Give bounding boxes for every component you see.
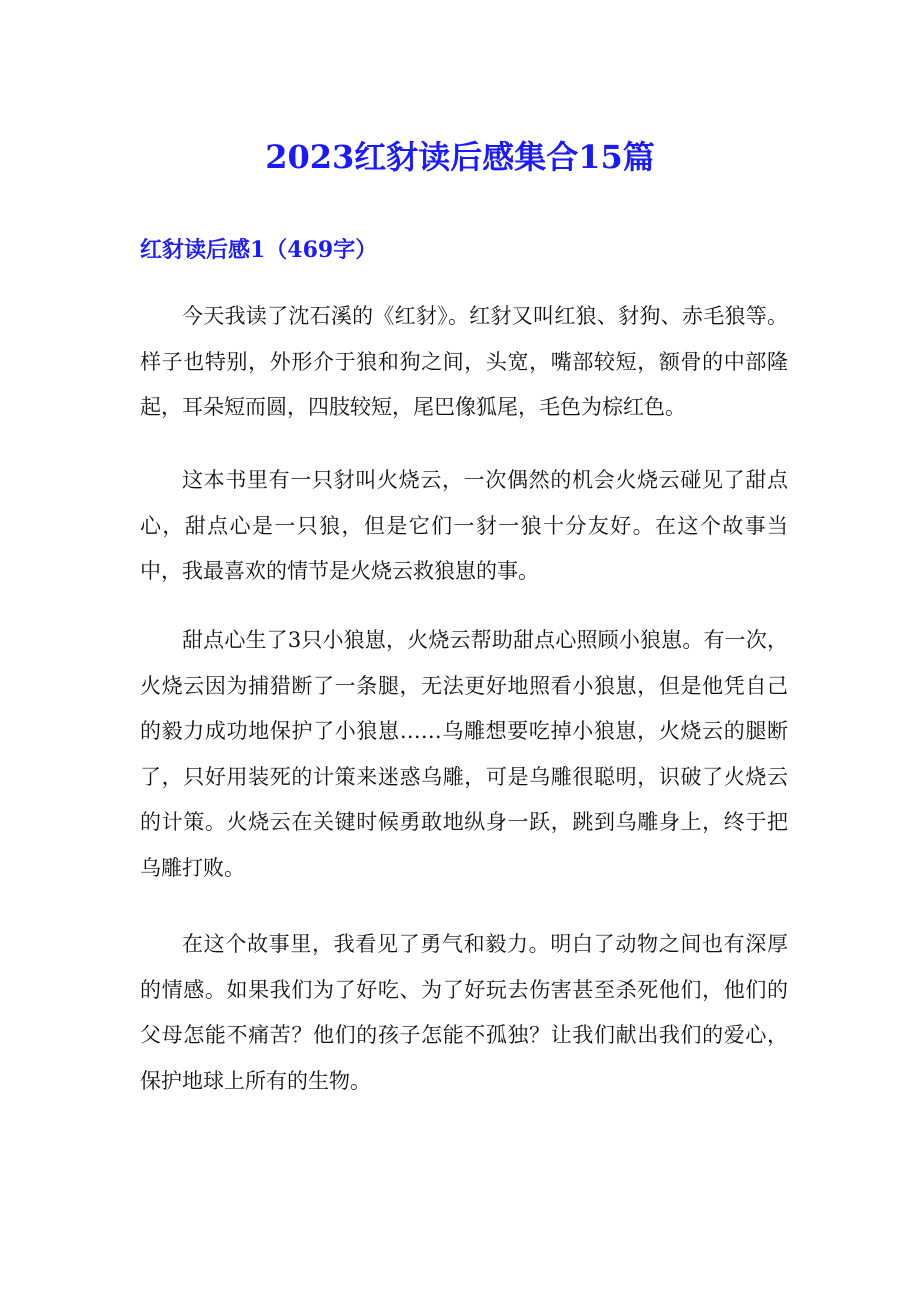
paragraph-3: 甜点心生了3只小狼崽，火烧云帮助甜点心照顾小狼崽。有一次，火烧云因为捕猎断了一条腿，无法更好地照看小狼崽，但是他凭自己的毅力成功地保护了小狼崽……乌雕想要吃掉小狼崽，火烧云的腿断了，只好用装死的计策来迷惑乌雕，可是乌雕很聪明，识破了火烧云的计策。火烧云在关键时候勇敢地纵身一跃，跳到乌雕身上，终于把乌雕打败。 (140, 628, 788, 880)
paragraph-4: 在这个故事里，我看见了勇气和毅力。明白了动物之间也有深厚的情感。如果我们为了好吃、为了好玩去伤害甚至杀死他们，他们的父母怎能不痛苦？他们的孩子怎能不孤独？让我们献出我们的爱心，保护地球上所有的生物。 (140, 932, 788, 1093)
paragraph-1: 今天我读了沈石溪的《红豺》。红豺又叫红狼、豺狗、赤毛狼等。样子也特别，外形介于狼和狗之间，头宽，嘴部较短，额骨的中部隆起，耳朵短而圆，四肢较短，尾巴像狐尾，毛色为棕红色。 (140, 304, 788, 419)
section-heading: 红豺读后感1（469字） (140, 237, 378, 263)
paragraph-2: 这本书里有一只豺叫火烧云，一次偶然的机会火烧云碰见了甜点心，甜点心是一只狼，但是它们一豺一狼十分友好。在这个故事当中，我最喜欢的情节是火烧云救狼崽的事。 (140, 468, 788, 583)
document-title: 2023红豺读后感集合15篇 (265, 138, 655, 176)
